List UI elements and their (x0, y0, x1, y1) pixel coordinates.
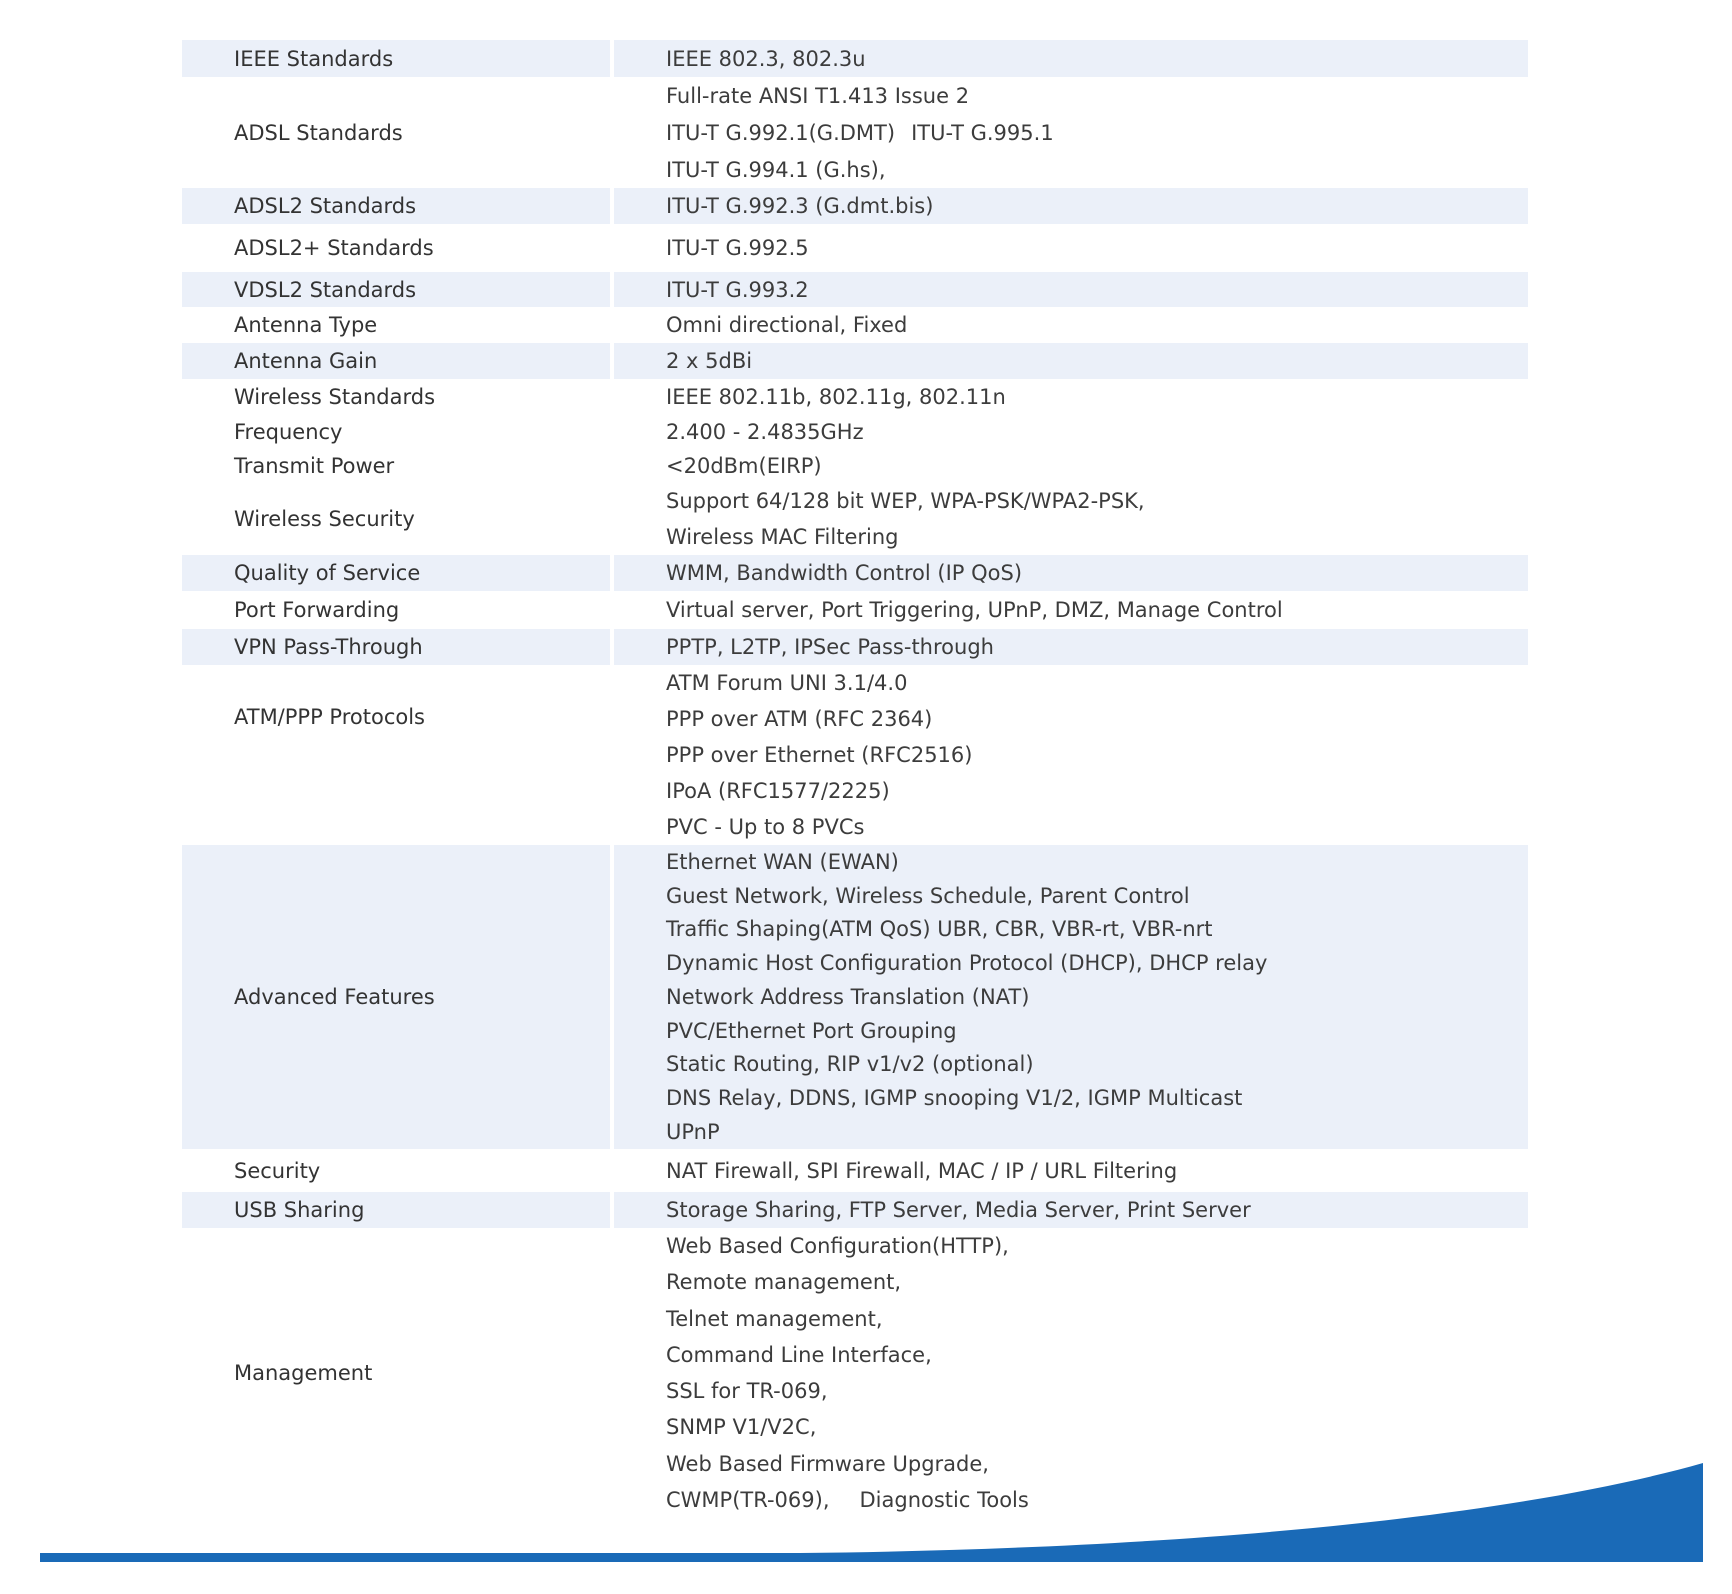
spec-value-line: PVC/Ethernet Port Grouping (666, 1018, 957, 1043)
spec-value-line: <20dBm(EIRP) (666, 454, 822, 478)
footer-swoosh-shape (40, 1463, 1703, 1562)
spec-value-line: Omni directional, Fixed (666, 313, 908, 337)
spec-value-part: Diagnostic Tools (859, 1487, 1029, 1512)
spec-value-line: IEEE 802.3, 802.3u (666, 46, 866, 71)
spec-label: VDSL2 Standards (182, 272, 610, 307)
spec-value-line: Web Based Configuration(HTTP), (666, 1234, 1009, 1259)
spec-value-part: ITU-T G.995.1 (911, 120, 1054, 145)
spec-label: IEEE Standards (182, 40, 610, 77)
spec-value-part: ITU-T G.992.1(G.DMT) (666, 120, 896, 145)
spec-value-line: 2 x 5dBi (666, 349, 753, 373)
spec-value-line: Ethernet WAN (EWAN) (666, 849, 899, 874)
spec-value-line: Remote management, (666, 1270, 902, 1295)
spec-label: Antenna Gain (182, 343, 610, 379)
spec-value-line: SSL for TR-069, (666, 1379, 828, 1404)
spec-label: Transmit Power (234, 454, 395, 478)
spec-value-line: DNS Relay, DDNS, IGMP snooping V1/2, IGMP Multicast (666, 1086, 1243, 1111)
spec-value-line: Storage Sharing, FTP Server, Media Server, Print Server (666, 1198, 1251, 1222)
spec-label: Security (234, 1158, 321, 1183)
spec-value-line: Full-rate ANSI T1.413 Issue 2 (666, 83, 970, 108)
spec-value-line: WMM, Bandwidth Control (IP QoS) (666, 561, 1023, 585)
spec-label: ADSL Standards (234, 120, 403, 145)
spec-value-line: Dynamic Host Configuration Protocol (DHCP), DHCP relay (666, 951, 1268, 976)
spec-value-line: Traffic Shaping(ATM QoS) UBR, CBR, VBR-rt, VBR-nrt (666, 917, 1213, 942)
spec-value-line: Wireless MAC Filtering (666, 525, 899, 549)
spec-value-line: PPTP, L2TP, IPSec Pass-through (666, 635, 994, 659)
spec-value-line: Web Based Firmware Upgrade, (666, 1451, 989, 1476)
spec-value-line: IPoA (RFC1577/2225) (666, 779, 890, 803)
spec-label: Frequency (234, 420, 343, 444)
spec-value-line: PVC - Up to 8 PVCs (666, 815, 865, 839)
spec-label: ADSL2+ Standards (234, 236, 434, 260)
spec-label: Port Forwarding (234, 598, 400, 622)
spec-value-line: UPnP (666, 1120, 720, 1144)
spec-value-line: 2.400 - 2.4835GHz (666, 420, 864, 444)
spec-value-line: Guest Network, Wireless Schedule, Parent Control (666, 883, 1190, 908)
spec-value-part: CWMP(TR-069), (666, 1487, 830, 1512)
spec-label: USB Sharing (182, 1192, 610, 1228)
spec-value-line: Network Address Translation (NAT) (666, 984, 1030, 1009)
spec-label: Antenna Type (234, 313, 378, 337)
spec-label: ADSL2 Standards (182, 188, 610, 224)
spec-value-line: ITU-T G.992.5 (666, 236, 809, 260)
spec-value-line: NAT Firewall, SPI Firewall, MAC / IP / URL Filtering (666, 1158, 1178, 1183)
spec-label: VPN Pass-Through (182, 629, 610, 665)
spec-value-line: ITU-T G.992.3 (G.dmt.bis) (666, 194, 934, 218)
spec-label: ATM/PPP Protocols (234, 705, 425, 729)
spec-value-line: ITU-T G.993.2 (666, 277, 809, 302)
spec-value-line: ITU-T G.994.1 (G.hs), (666, 157, 886, 182)
spec-value-line: Telnet management, (666, 1306, 883, 1331)
spec-value-line: Static Routing, RIP v1/v2 (optional) (666, 1052, 1034, 1077)
spec-value-line: ATM Forum UNI 3.1/4.0 (666, 671, 908, 695)
spec-value-line: Virtual server, Port Triggering, UPnP, DMZ, Manage Control (666, 598, 1283, 622)
spec-value-line: IEEE 802.11b, 802.11g, 802.11n (666, 385, 1006, 409)
spec-value-line: SNMP V1/V2C, (666, 1415, 817, 1440)
spec-value-line: PPP over ATM (RFC 2364) (666, 707, 933, 731)
spec-label: Management (234, 1361, 373, 1385)
spec-label: Wireless Standards (234, 385, 436, 409)
spec-label: Quality of Service (182, 555, 610, 591)
spec-value-line: Support 64/128 bit WEP, WPA-PSK/WPA2-PSK, (666, 489, 1145, 513)
spec-label: Wireless Security (234, 507, 415, 531)
spec-value-line: PPP over Ethernet (RFC2516) (666, 743, 973, 767)
spec-value-line: Command Line Interface, (666, 1342, 932, 1367)
spec-label: Advanced Features (182, 845, 610, 1149)
